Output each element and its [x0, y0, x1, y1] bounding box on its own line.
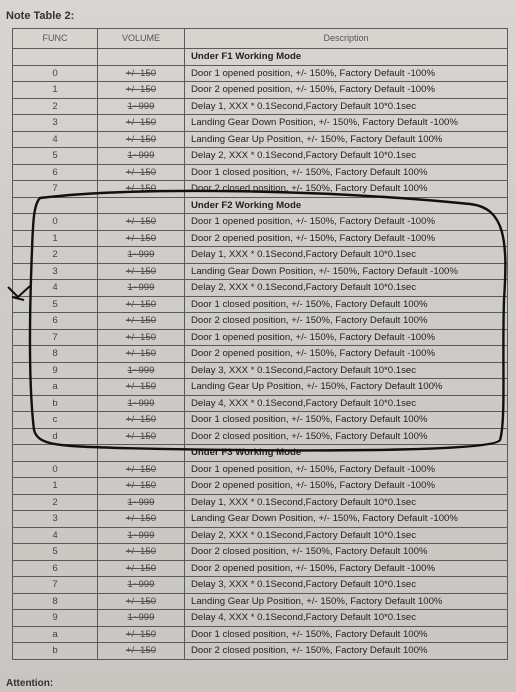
description-cell: Under F2 Working Mode — [185, 197, 508, 214]
description-cell: Delay 4, XXX * 0.1Second,Factory Default 10*0.1sec — [185, 610, 508, 627]
description-cell: Delay 2, XXX * 0.1Second,Factory Default 10*0.1sec — [185, 527, 508, 544]
description-cell: Delay 4, XXX * 0.1Second,Factory Default 10*0.1sec — [185, 395, 508, 412]
table-row — [13, 478, 508, 495]
description-cell: Door 2 opened position, +/- 150%, Factory Default -100% — [185, 82, 508, 99]
table-row — [13, 560, 508, 577]
volume-cell — [98, 49, 185, 66]
description-cell: Door 2 opened position, +/- 150%, Factory Default -100% — [185, 230, 508, 247]
volume-cell: +/- 150 — [98, 131, 185, 148]
description-cell: Door 1 opened position, +/- 150%, Factory Default -100% — [185, 329, 508, 346]
func-cell: 7 — [13, 577, 98, 594]
description-cell: Delay 1, XXX * 0.1Second,Factory Default 10*0.1sec — [185, 494, 508, 511]
description-cell: Door 1 opened position, +/- 150%, Factory Default -100% — [185, 65, 508, 82]
func-cell: 0 — [13, 65, 98, 82]
table-row — [13, 296, 508, 313]
volume-cell: 1~999 — [98, 527, 185, 544]
volume-cell: 1~999 — [98, 395, 185, 412]
header-func: FUNC — [13, 29, 98, 49]
table-row — [13, 148, 508, 165]
func-cell: 6 — [13, 560, 98, 577]
volume-cell: +/- 150 — [98, 65, 185, 82]
volume-cell: +/- 150 — [98, 412, 185, 429]
description-cell: Door 1 closed position, +/- 150%, Factory Default 100% — [185, 626, 508, 643]
volume-cell — [98, 197, 185, 214]
table-row — [13, 247, 508, 264]
description-cell: Door 2 opened position, +/- 150%, Factory Default -100% — [185, 478, 508, 495]
description-cell: Under F3 Working Mode — [185, 445, 508, 462]
table-row — [13, 544, 508, 561]
description-cell: Landing Gear Up Position, +/- 150%, Factory Default 100% — [185, 131, 508, 148]
volume-cell: +/- 150 — [98, 181, 185, 198]
table-row — [13, 412, 508, 429]
description-cell: Door 1 closed position, +/- 150%, Factory Default 100% — [185, 296, 508, 313]
table-row — [13, 115, 508, 132]
table-body — [13, 49, 508, 660]
func-cell: 2 — [13, 247, 98, 264]
description-cell: Door 2 opened position, +/- 150%, Factory Default -100% — [185, 346, 508, 363]
description-cell: Door 2 closed position, +/- 150%, Factory Default 100% — [185, 428, 508, 445]
table-row — [13, 395, 508, 412]
volume-cell: +/- 150 — [98, 560, 185, 577]
table-row — [13, 626, 508, 643]
description-cell: Door 2 closed position, +/- 150%, Factory Default 100% — [185, 181, 508, 198]
table-row — [13, 379, 508, 396]
description-cell: Landing Gear Up Position, +/- 150%, Factory Default 100% — [185, 379, 508, 396]
func-cell: 0 — [13, 214, 98, 231]
description-cell: Under F1 Working Mode — [185, 49, 508, 66]
func-cell: c — [13, 412, 98, 429]
description-cell: Delay 1, XXX * 0.1Second,Factory Default 10*0.1sec — [185, 98, 508, 115]
description-cell: Landing Gear Up Position, +/- 150%, Factory Default 100% — [185, 593, 508, 610]
table-row — [13, 461, 508, 478]
description-cell: Door 1 opened position, +/- 150%, Factory Default -100% — [185, 461, 508, 478]
description-cell: Delay 3, XXX * 0.1Second,Factory Default 10*0.1sec — [185, 362, 508, 379]
description-cell: Delay 2, XXX * 0.1Second,Factory Default 10*0.1sec — [185, 148, 508, 165]
func-cell: 3 — [13, 263, 98, 280]
volume-cell: 1~999 — [98, 494, 185, 511]
func-cell — [13, 445, 98, 462]
section-header-row — [13, 445, 508, 462]
volume-cell: +/- 150 — [98, 296, 185, 313]
description-cell: Door 2 closed position, +/- 150%, Factory Default 100% — [185, 544, 508, 561]
func-cell: 3 — [13, 511, 98, 528]
table-row — [13, 181, 508, 198]
volume-cell: +/- 150 — [98, 82, 185, 99]
description-cell: Door 2 closed position, +/- 150%, Factory Default 100% — [185, 313, 508, 330]
table-row — [13, 65, 508, 82]
table-row — [13, 428, 508, 445]
table-row — [13, 263, 508, 280]
func-cell — [13, 49, 98, 66]
volume-cell: +/- 150 — [98, 214, 185, 231]
volume-cell: 1~999 — [98, 610, 185, 627]
volume-cell: 1~999 — [98, 247, 185, 264]
description-cell: Door 1 closed position, +/- 150%, Factory Default 100% — [185, 164, 508, 181]
func-cell: 5 — [13, 296, 98, 313]
table-row — [13, 494, 508, 511]
table-row — [13, 98, 508, 115]
header-volume: VOLUME — [98, 29, 185, 49]
description-cell: Delay 3, XXX * 0.1Second,Factory Default 10*0.1sec — [185, 577, 508, 594]
table-row — [13, 527, 508, 544]
description-cell: Delay 2, XXX * 0.1Second,Factory Default 10*0.1sec — [185, 280, 508, 297]
func-cell: 3 — [13, 115, 98, 132]
description-cell: Door 2 opened position, +/- 150%, Factory Default -100% — [185, 560, 508, 577]
volume-cell: +/- 150 — [98, 263, 185, 280]
func-cell: 5 — [13, 544, 98, 561]
table-row — [13, 511, 508, 528]
func-cell: 4 — [13, 131, 98, 148]
volume-cell: +/- 150 — [98, 643, 185, 660]
table-header-row — [13, 29, 508, 49]
volume-cell: +/- 150 — [98, 626, 185, 643]
func-cell: 8 — [13, 593, 98, 610]
table-title: Note Table 2: — [6, 10, 75, 22]
attention-label: Attention: — [6, 678, 54, 689]
volume-cell: +/- 150 — [98, 544, 185, 561]
volume-cell: +/- 150 — [98, 346, 185, 363]
table-row — [13, 214, 508, 231]
func-cell: a — [13, 626, 98, 643]
table-row — [13, 329, 508, 346]
func-cell: 6 — [13, 313, 98, 330]
description-cell: Landing Gear Down Position, +/- 150%, Factory Default -100% — [185, 115, 508, 132]
volume-cell: +/- 150 — [98, 329, 185, 346]
header-description: Description — [185, 29, 508, 49]
volume-cell: +/- 150 — [98, 593, 185, 610]
volume-cell: +/- 150 — [98, 511, 185, 528]
table-row — [13, 362, 508, 379]
section-header-row — [13, 197, 508, 214]
table-row — [13, 577, 508, 594]
func-cell: b — [13, 395, 98, 412]
func-cell: a — [13, 379, 98, 396]
func-cell — [13, 197, 98, 214]
func-cell: 1 — [13, 230, 98, 247]
volume-cell: +/- 150 — [98, 478, 185, 495]
func-cell: 4 — [13, 527, 98, 544]
volume-cell: +/- 150 — [98, 115, 185, 132]
func-cell: 1 — [13, 82, 98, 99]
table-row — [13, 131, 508, 148]
volume-cell: +/- 150 — [98, 313, 185, 330]
description-cell: Landing Gear Down Position, +/- 150%, Factory Default -100% — [185, 263, 508, 280]
func-cell: 1 — [13, 478, 98, 495]
description-cell: Door 2 closed position, +/- 150%, Factory Default 100% — [185, 643, 508, 660]
func-cell: d — [13, 428, 98, 445]
volume-cell: 1~999 — [98, 362, 185, 379]
description-cell: Landing Gear Down Position, +/- 150%, Factory Default -100% — [185, 511, 508, 528]
func-cell: 6 — [13, 164, 98, 181]
func-cell: 2 — [13, 494, 98, 511]
table-row — [13, 164, 508, 181]
func-cell: 9 — [13, 362, 98, 379]
table-row — [13, 610, 508, 627]
func-cell: 7 — [13, 181, 98, 198]
func-cell: 0 — [13, 461, 98, 478]
description-cell: Door 1 closed position, +/- 150%, Factory Default 100% — [185, 412, 508, 429]
volume-cell: +/- 150 — [98, 428, 185, 445]
description-cell: Door 1 opened position, +/- 150%, Factory Default -100% — [185, 214, 508, 231]
volume-cell: 1~999 — [98, 148, 185, 165]
func-cell: 5 — [13, 148, 98, 165]
volume-cell: 1~999 — [98, 577, 185, 594]
func-cell: 8 — [13, 346, 98, 363]
function-table — [12, 28, 508, 660]
table-row — [13, 313, 508, 330]
volume-cell: 1~999 — [98, 280, 185, 297]
table-row — [13, 643, 508, 660]
volume-cell: +/- 150 — [98, 461, 185, 478]
func-cell: 2 — [13, 98, 98, 115]
table-row — [13, 346, 508, 363]
table-row — [13, 82, 508, 99]
volume-cell — [98, 445, 185, 462]
func-cell: 4 — [13, 280, 98, 297]
func-cell: b — [13, 643, 98, 660]
volume-cell: +/- 150 — [98, 230, 185, 247]
section-header-row — [13, 49, 508, 66]
volume-cell: +/- 150 — [98, 379, 185, 396]
table-row — [13, 593, 508, 610]
func-cell: 9 — [13, 610, 98, 627]
volume-cell: 1~999 — [98, 98, 185, 115]
table-row — [13, 280, 508, 297]
func-cell: 7 — [13, 329, 98, 346]
table-row — [13, 230, 508, 247]
volume-cell: +/- 150 — [98, 164, 185, 181]
description-cell: Delay 1, XXX * 0.1Second,Factory Default 10*0.1sec — [185, 247, 508, 264]
